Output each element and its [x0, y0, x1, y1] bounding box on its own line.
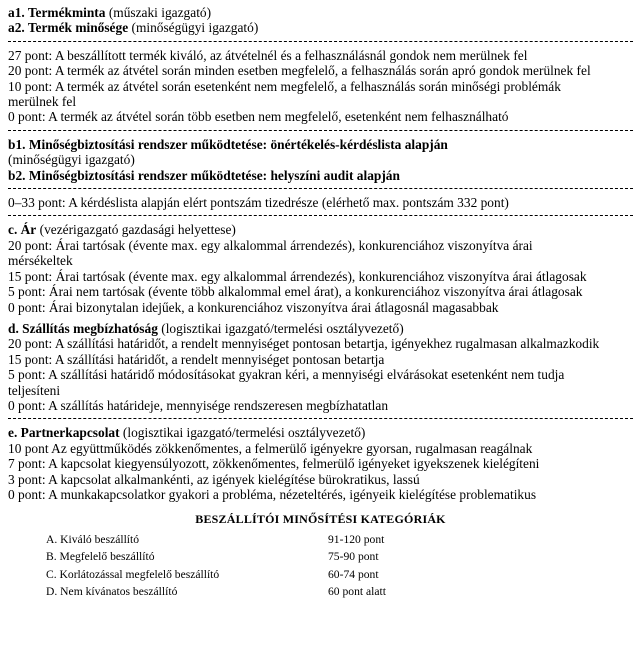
section-a1-title: a1. Termékminta: [8, 5, 106, 20]
category-range: 91-120 pont: [328, 532, 385, 546]
category-row: [8, 583, 633, 601]
score-line: merülnek fel: [8, 94, 77, 110]
section-d-note: (logisztikai igazgató/termelési osztályvezető): [157, 320, 404, 336]
dashed-divider: [8, 130, 633, 131]
section-a2-title: a2. Termék minősége: [8, 20, 129, 36]
score-line: 10 pont: A termék az átvétel során esetenként nem megfelelő, a felhasználás során minőségi problémák: [8, 78, 561, 94]
category-range: 60 pont alatt: [328, 585, 386, 599]
score-line: 15 pont: A szállítási határidőt, a rendelt mennyiséget pontosan betartja: [8, 351, 385, 367]
section-a1-heading: [8, 5, 633, 20]
dashed-divider: [8, 215, 633, 216]
score-line: 20 pont: A szállítási határidőt, a rendelt mennyiséget pontosan betartja, igényekhez rugalmasan alkalmazkodik: [8, 336, 600, 352]
category-range: 60-74 pont: [328, 567, 379, 581]
section-c-title: c. Ár: [8, 222, 37, 238]
score-line: 20 pont: A termék az átvétel során minden esetben megfelelő, a felhasználás során apró gondok merülnek fel: [8, 63, 591, 79]
section-b1-title: b1. Minőségbiztosítási rendszer működtetése: önértékelés-kérdéslista alapján: [8, 136, 448, 152]
section-c-note: (vezérigazgató gazdasági helyettese): [36, 222, 236, 238]
dashed-divider: [8, 188, 633, 189]
category-name: C. Korlátozással megfelelő beszállító: [46, 567, 220, 581]
dashed-divider: [8, 41, 633, 42]
section-b1-note: (minőségügyi igazgató): [8, 152, 135, 168]
section-c-heading: [8, 222, 633, 237]
section-a1-note: (műszaki igazgató): [105, 5, 212, 20]
score-line: 7 pont: A kapcsolat kiegyensúlyozott, zökkenőmentes, felmerülő igényeket igyekszenek kielégíteni: [8, 456, 540, 472]
score-line: 15 pont: Árai tartósak (évente max. egy alkalommal árrendezés), konkurenciához viszonyítva árai átlagosak: [8, 268, 587, 284]
score-line: mérsékeltek: [8, 253, 73, 269]
score-line: 5 pont: Árai nem tartósak (évente több alkalommal emel árat), a konkurenciához viszonyítva árai átlagosak: [8, 284, 583, 300]
category-row: [8, 566, 633, 584]
section-b2-title: b2. Minőségbiztosítási rendszer működtetése: helyszíni audit alapján: [8, 167, 400, 183]
category-row: [8, 531, 633, 549]
categories-title: BESZÁLLÍTÓI MINŐSÍTÉSI KATEGÓRIÁK: [195, 512, 446, 527]
section-a2-note: (minőségügyi igazgató): [128, 20, 259, 36]
category-name: B. Megfelelő beszállító: [46, 550, 155, 564]
score-line: 10 pont Az együttműködés zökkenőmentes, a felmerülő igényekre gyorsan, rugalmasan reagálnak: [8, 440, 533, 456]
category-range: 75-90 pont: [328, 550, 379, 564]
score-line: teljesíteni: [8, 382, 61, 398]
section-e-title: e. Partnerkapcsolat: [8, 425, 120, 441]
score-line: 0 pont: Árai bizonytalan idejűek, a konkurenciához viszonyítva árai átlagosnál magasabbak: [8, 299, 499, 315]
section-e-heading: [8, 425, 633, 440]
score-line: 0 pont: A termék az átvétel során több esetben nem megfelelő, esetenként nem felhasználható: [8, 109, 509, 125]
score-line: 3 pont: A kapcsolat alkalmankénti, az igények kielégítése bürokratikus, lassú: [8, 471, 420, 487]
score-line: 27 pont: A beszállított termék kiváló, az átvételnél és a felhasználásnál gondok nem merülnek fel: [8, 47, 528, 63]
score-line: 0 pont: A munkakapcsolatkor gyakori a probléma, nézeteltérés, igényeik kielégítése problematikus: [8, 486, 537, 502]
section-d-title: d. Szállítás megbízhatóság: [8, 320, 158, 336]
score-line: 5 pont: A szállítási határidő módosításokat gyakran kéri, a mennyiségi elvárásokat esetenként nem tudja: [8, 367, 565, 383]
section-e-note: (logisztikai igazgató/termelési osztályvezető): [119, 425, 366, 441]
score-line: 20 pont: Árai tartósak (évente max. egy alkalommal árrendezés), konkurenciához viszonyítva árai: [8, 237, 533, 253]
section-d-heading: [8, 321, 633, 336]
dashed-divider: [8, 418, 633, 419]
section-a2-heading: [8, 20, 633, 35]
score-line: 0–33 pont: A kérdéslista alapján elért pontszám tizedrésze (elérhető max. pontszám 332 pont): [8, 195, 509, 211]
score-line: 0 pont: A szállítás határideje, mennyisége rendszeresen megbízhatatlan: [8, 397, 389, 413]
category-row: [8, 548, 633, 566]
category-name: D. Nem kívánatos beszállító: [46, 585, 178, 599]
category-name: A. Kiváló beszállító: [46, 532, 140, 546]
